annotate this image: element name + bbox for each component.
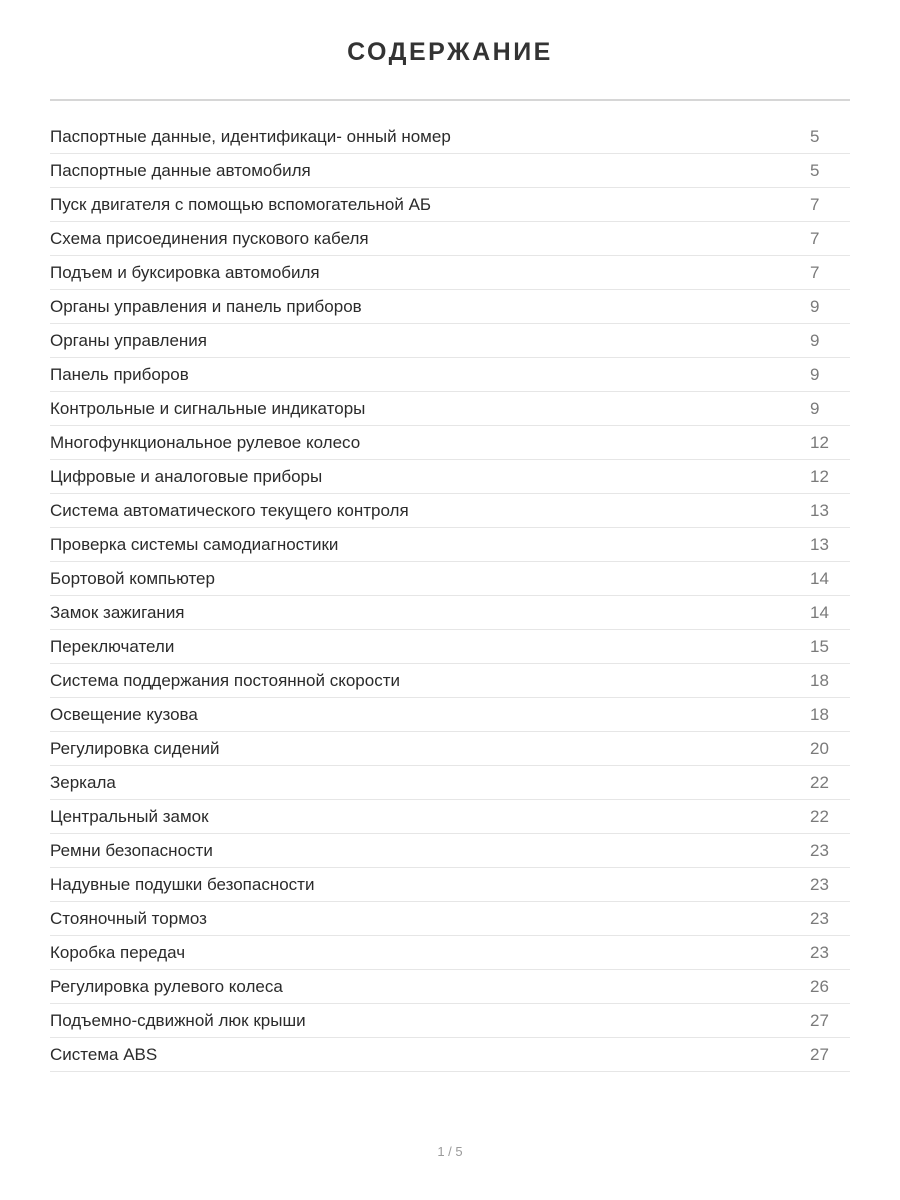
toc-entry-page-number: 14 — [810, 602, 829, 622]
toc-entry-page-number: 14 — [810, 568, 829, 588]
toc-entry-page-number: 9 — [810, 330, 820, 350]
toc-entry-page-number: 9 — [810, 398, 820, 418]
toc-entry[interactable] — [50, 256, 850, 290]
toc-entry-page-number: 23 — [810, 874, 829, 894]
toc-entry[interactable] — [50, 562, 850, 596]
toc-entry[interactable] — [50, 766, 850, 800]
toc-entry[interactable] — [50, 358, 850, 392]
toc-entry-title[interactable]: Паспортные данные, идентификаци- онный номер — [50, 126, 451, 146]
toc-entry-title[interactable]: Надувные подушки безопасности — [50, 874, 315, 894]
toc-entry[interactable] — [50, 698, 850, 732]
toc-entry-page-number: 9 — [810, 296, 820, 316]
toc-entry-page-number: 7 — [810, 194, 820, 214]
toc-entry[interactable] — [50, 426, 850, 460]
toc-entry-title[interactable]: Система поддержания постоянной скорости — [50, 670, 401, 690]
toc-entry-page-number: 12 — [810, 466, 829, 486]
toc-entry[interactable] — [50, 222, 850, 256]
toc-entry[interactable] — [50, 120, 850, 154]
toc-entry-page-number: 15 — [810, 636, 829, 656]
toc-entry-title[interactable]: Цифровые и аналоговые приборы — [50, 466, 323, 486]
toc-entry[interactable] — [50, 1038, 850, 1072]
toc-entry-page-number: 27 — [810, 1010, 829, 1030]
toc-entry-page-number: 5 — [810, 126, 820, 146]
toc-entry-page-number: 23 — [810, 942, 829, 962]
toc-entry[interactable] — [50, 630, 850, 664]
toc-entry[interactable] — [50, 902, 850, 936]
toc-entry-page-number: 7 — [810, 228, 820, 248]
toc-entry-page-number: 7 — [810, 262, 820, 282]
toc-entry-title[interactable]: Подъем и буксировка автомобиля — [50, 262, 320, 282]
toc-entry-title[interactable]: Органы управления — [50, 330, 208, 350]
toc-entry[interactable] — [50, 936, 850, 970]
toc-entry-title[interactable]: Панель приборов — [50, 364, 189, 384]
toc-entry-title[interactable]: Ремни безопасности — [50, 840, 213, 860]
toc-entry-page-number: 9 — [810, 364, 820, 384]
toc-entry-title[interactable]: Подъемно-сдвижной люк крыши — [50, 1010, 306, 1030]
toc-entry[interactable] — [50, 460, 850, 494]
toc-entry-page-number: 18 — [810, 704, 829, 724]
table-of-contents — [50, 120, 850, 1072]
toc-entry-title[interactable]: Многофункциональное рулевое колесо — [50, 432, 361, 452]
toc-entry-page-number: 20 — [810, 738, 829, 758]
toc-entry-page-number: 18 — [810, 670, 829, 690]
toc-entry[interactable] — [50, 868, 850, 902]
toc-entry-page-number: 27 — [810, 1044, 829, 1064]
toc-entry-page-number: 12 — [810, 432, 829, 452]
page-title: СОДЕРЖАНИЕ — [347, 38, 553, 66]
toc-entry[interactable] — [50, 188, 850, 222]
toc-entry-title[interactable]: Регулировка рулевого колеса — [50, 976, 283, 996]
toc-entry-title[interactable]: Паспортные данные автомобиля — [50, 160, 311, 180]
toc-entry[interactable] — [50, 970, 850, 1004]
toc-entry-title[interactable]: Проверка системы самодиагностики — [50, 534, 339, 554]
toc-entry-title[interactable]: Бортовой компьютер — [50, 568, 215, 588]
toc-entry[interactable] — [50, 154, 850, 188]
toc-entry[interactable] — [50, 596, 850, 630]
toc-entry-title[interactable]: Пуск двигателя с помощью вспомогательной АБ — [50, 194, 432, 214]
toc-entry-title[interactable]: Стояночный тормоз — [50, 908, 207, 928]
toc-entry[interactable] — [50, 1004, 850, 1038]
toc-entry[interactable] — [50, 834, 850, 868]
toc-entry[interactable] — [50, 392, 850, 426]
title-divider — [50, 99, 850, 101]
toc-entry-title[interactable]: Замок зажигания — [50, 602, 185, 622]
toc-entry-title[interactable]: Органы управления и панель приборов — [50, 296, 362, 316]
toc-entry-title[interactable]: Центральный замок — [50, 806, 209, 826]
toc-entry[interactable] — [50, 664, 850, 698]
toc-entry-page-number: 5 — [810, 160, 820, 180]
toc-entry-page-number: 26 — [810, 976, 829, 996]
toc-entry-title[interactable]: Контрольные и сигнальные индикаторы — [50, 398, 366, 418]
toc-entry-page-number: 23 — [810, 840, 829, 860]
toc-entry[interactable] — [50, 290, 850, 324]
toc-entry[interactable] — [50, 324, 850, 358]
toc-entry-title[interactable]: Система автоматического текущего контроля — [50, 500, 409, 520]
toc-entry-page-number: 22 — [810, 772, 829, 792]
toc-entry[interactable] — [50, 732, 850, 766]
toc-entry-title[interactable]: Зеркала — [50, 772, 116, 792]
toc-entry[interactable] — [50, 494, 850, 528]
toc-entry-page-number: 13 — [810, 534, 829, 554]
toc-entry-title[interactable]: Регулировка сидений — [50, 738, 220, 758]
toc-entry-title[interactable]: Освещение кузова — [50, 704, 198, 724]
toc-entry-title[interactable]: Схема присоединения пускового кабеля — [50, 228, 369, 248]
toc-entry-page-number: 22 — [810, 806, 829, 826]
toc-entry-title[interactable]: Переключатели — [50, 636, 175, 656]
toc-entry-title[interactable]: Коробка передач — [50, 942, 186, 962]
toc-entry-title[interactable]: Система ABS — [50, 1044, 158, 1064]
toc-entry[interactable] — [50, 800, 850, 834]
page-indicator: 1 / 5 — [437, 1144, 463, 1159]
toc-entry-page-number: 13 — [810, 500, 829, 520]
toc-entry-page-number: 23 — [810, 908, 829, 928]
toc-entry[interactable] — [50, 528, 850, 562]
